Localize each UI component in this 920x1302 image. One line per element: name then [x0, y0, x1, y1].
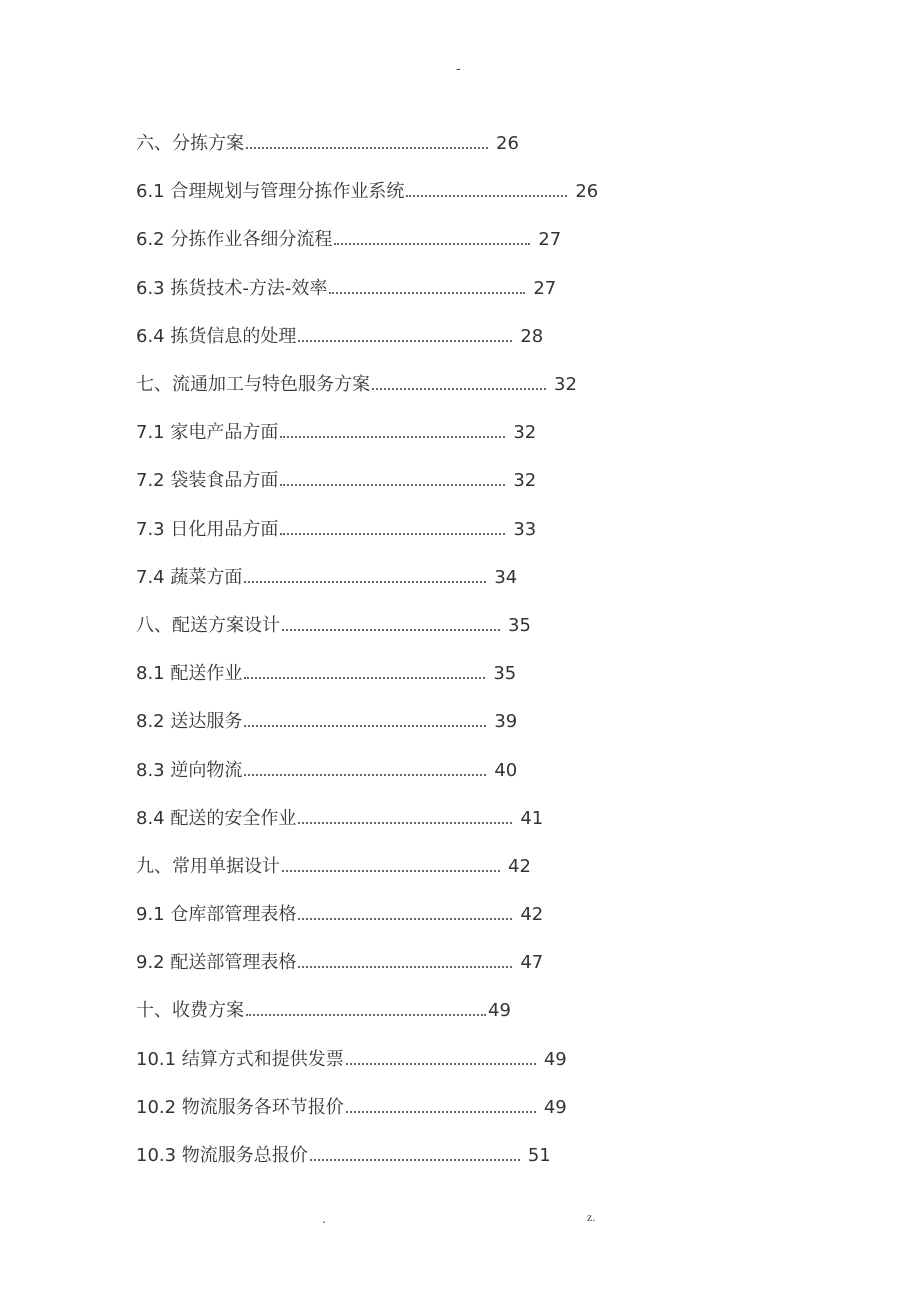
- toc-entry-label: 6.2 分拣作业各细分流程: [136, 229, 333, 251]
- toc-entry-page: 51: [527, 1145, 551, 1167]
- toc-entry-page: 47: [520, 952, 544, 974]
- toc-entry[interactable]: [136, 602, 598, 650]
- toc-entry-page: 34: [494, 566, 518, 588]
- toc-entry-page: 42: [508, 855, 531, 877]
- toc-entry-page: 33: [513, 518, 537, 540]
- toc-entry[interactable]: [136, 746, 598, 794]
- toc-entry-page: 27: [538, 229, 562, 251]
- toc-entry-label: 9.2 配送部管理表格: [136, 952, 297, 974]
- toc-dot-leader: [282, 629, 500, 631]
- toc-entry[interactable]: [136, 120, 598, 168]
- toc-entry-label: 七、流通加工与特色服务方案: [136, 374, 370, 396]
- toc-dot-leader: [280, 436, 505, 438]
- toc-entry-label: 8.2 送达服务: [136, 711, 243, 733]
- toc-entry-page: 35: [508, 614, 531, 636]
- table-of-contents: [136, 120, 598, 1180]
- toc-entry-page: 49: [543, 1096, 567, 1118]
- toc-dot-leader: [280, 533, 505, 535]
- toc-entry-page: 32: [554, 374, 577, 396]
- toc-dot-leader: [310, 1159, 520, 1161]
- toc-entry-page: 27: [533, 277, 557, 299]
- toc-entry-label: 8.3 逆向物流: [136, 759, 243, 781]
- toc-dot-leader: [280, 484, 505, 486]
- toc-entry[interactable]: [136, 987, 598, 1035]
- toc-entry-label: 7.4 蔬菜方面: [136, 566, 243, 588]
- toc-entry[interactable]: [136, 1084, 598, 1132]
- toc-entry-page: 40: [494, 759, 518, 781]
- toc-entry-page: 26: [575, 181, 599, 203]
- toc-dot-leader: [372, 388, 546, 390]
- toc-entry-page: 32: [513, 422, 537, 444]
- page-footer-right: z.: [587, 1210, 596, 1224]
- toc-entry[interactable]: [136, 650, 598, 698]
- toc-dot-leader: [298, 822, 512, 824]
- toc-entry[interactable]: [136, 1036, 598, 1084]
- toc-entry[interactable]: [136, 698, 598, 746]
- toc-entry[interactable]: [136, 554, 598, 602]
- toc-entry[interactable]: [136, 313, 598, 361]
- toc-dot-leader: [282, 870, 500, 872]
- toc-entry-label: 9.1 仓库部管理表格: [136, 904, 297, 926]
- toc-entry-page: 32: [513, 470, 537, 492]
- toc-entry-label: 7.2 袋装食品方面: [136, 470, 279, 492]
- toc-entry-page: 41: [520, 807, 544, 829]
- toc-entry-label: 8.1 配送作业: [136, 663, 243, 685]
- toc-entry[interactable]: [136, 168, 598, 216]
- toc-dot-leader: [298, 966, 512, 968]
- toc-entry-label: 10.2 物流服务各环节报价: [136, 1096, 344, 1118]
- toc-entry-label: 十、收费方案: [136, 1000, 244, 1022]
- toc-dot-leader: [244, 677, 485, 679]
- toc-entry[interactable]: [136, 457, 598, 505]
- toc-entry-label: 九、常用单据设计: [136, 855, 280, 877]
- toc-entry-page: 49: [543, 1048, 567, 1070]
- toc-dot-leader: [346, 1063, 536, 1065]
- toc-entry[interactable]: [136, 939, 598, 987]
- toc-dot-leader: [406, 195, 567, 197]
- toc-entry-label: 7.1 家电产品方面: [136, 422, 279, 444]
- toc-entry[interactable]: [136, 1132, 598, 1180]
- toc-entry-label: 6.3 拣货技术-方法-效率: [136, 277, 328, 299]
- toc-entry-page: 49: [488, 1000, 511, 1022]
- toc-entry[interactable]: [136, 795, 598, 843]
- toc-entry-label: 六、分拣方案: [136, 133, 244, 155]
- toc-dot-leader: [246, 1014, 486, 1016]
- toc-dot-leader: [244, 725, 486, 727]
- toc-entry-label: 8.4 配送的安全作业: [136, 807, 297, 829]
- toc-entry[interactable]: [136, 506, 598, 554]
- toc-entry-label: 10.1 结算方式和提供发票: [136, 1048, 344, 1070]
- toc-entry[interactable]: [136, 216, 598, 264]
- toc-dot-leader: [298, 340, 512, 342]
- toc-dot-leader: [244, 581, 486, 583]
- toc-entry[interactable]: [136, 409, 598, 457]
- toc-entry-page: 39: [494, 711, 518, 733]
- toc-entry[interactable]: [136, 361, 598, 409]
- toc-dot-leader: [329, 292, 525, 294]
- toc-entry-page: 42: [520, 904, 544, 926]
- toc-entry-label: 7.3 日化用品方面: [136, 518, 279, 540]
- toc-dot-leader: [244, 774, 486, 776]
- toc-entry-page: 26: [496, 133, 519, 155]
- page-footer-left: .: [322, 1212, 326, 1226]
- toc-dot-leader: [334, 243, 530, 245]
- toc-entry[interactable]: [136, 265, 598, 313]
- toc-entry[interactable]: [136, 891, 598, 939]
- toc-entry-label: 10.3 物流服务总报价: [136, 1145, 308, 1167]
- toc-entry-label: 6.4 拣货信息的处理: [136, 325, 297, 347]
- page-header-mark: -: [456, 62, 461, 77]
- toc-entry[interactable]: [136, 843, 598, 891]
- toc-entry-label: 八、配送方案设计: [136, 614, 280, 636]
- toc-dot-leader: [246, 147, 488, 149]
- toc-dot-leader: [346, 1111, 536, 1113]
- toc-entry-label: 6.1 合理规划与管理分拣作业系统: [136, 181, 405, 203]
- toc-entry-page: 28: [520, 325, 544, 347]
- toc-entry-page: 35: [493, 663, 517, 685]
- toc-dot-leader: [298, 918, 512, 920]
